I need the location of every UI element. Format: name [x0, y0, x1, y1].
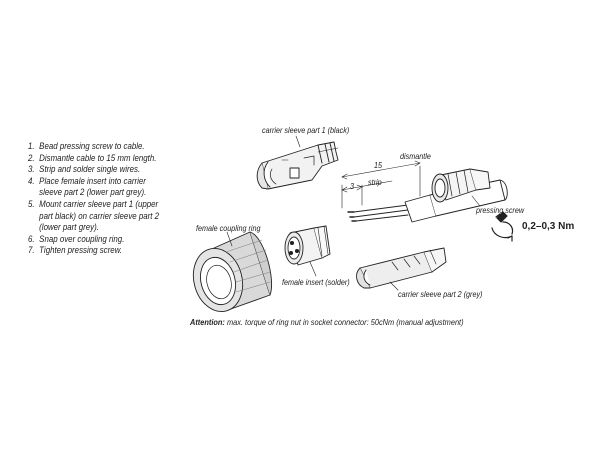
- torque-wrench-icon: [492, 212, 513, 241]
- label-carrier-sleeve-part-2: carrier sleeve part 2 (grey): [398, 289, 483, 299]
- step-text: Bead pressing screw to cable.: [39, 141, 145, 151]
- step-number: 6.: [28, 233, 35, 244]
- carrier-sleeve-part-1: [257, 136, 338, 189]
- label-female-coupling-ring: female coupling ring: [196, 223, 261, 233]
- step-text: part black) on carrier sleeve part 2: [39, 210, 160, 221]
- torque-value: 0,2–0,3 Nm: [522, 221, 575, 232]
- step-number: 3.: [28, 164, 35, 175]
- step-text: Snap over coupling ring.: [39, 233, 125, 244]
- label-carrier-sleeve-part-1: carrier sleeve part 1 (black): [262, 125, 350, 135]
- attention-note: [190, 317, 464, 327]
- label-pressing-screw: pressing screw: [476, 205, 525, 215]
- step-number: 2.: [28, 152, 35, 163]
- label-dismantle: dismantle: [400, 151, 431, 161]
- step-text: (lower part grey).: [39, 222, 99, 233]
- step-number: 5.: [28, 198, 35, 209]
- step-text: Mount carrier sleeve part 1 (upper: [39, 198, 159, 209]
- step-number: 1.: [28, 141, 35, 151]
- step-text: Tighten pressing screw.: [39, 245, 123, 256]
- step-text: Place female insert into carrier: [39, 175, 146, 186]
- attention-label: Attention:: [190, 317, 225, 327]
- female-coupling-ring: [187, 232, 272, 317]
- attention-text: max. torque of ring nut in socket connector: 50cNm (manual adjustment): [226, 317, 464, 327]
- step-number: 7.: [28, 245, 35, 256]
- step-text: sleeve part 2 (lower part grey).: [39, 187, 147, 198]
- carrier-sleeve-part-2: [357, 248, 446, 290]
- female-insert: [285, 226, 330, 276]
- label-strip: strip: [368, 177, 382, 187]
- label-female-insert: female insert (solder): [282, 277, 350, 287]
- step-text: Strip and solder single wires.: [39, 164, 141, 175]
- step-number: 4.: [28, 175, 35, 186]
- dimension-15: 15: [374, 160, 383, 170]
- step-text: Dismantle cable to 15 mm length.: [39, 152, 157, 163]
- dimension-3: 3: [350, 181, 355, 191]
